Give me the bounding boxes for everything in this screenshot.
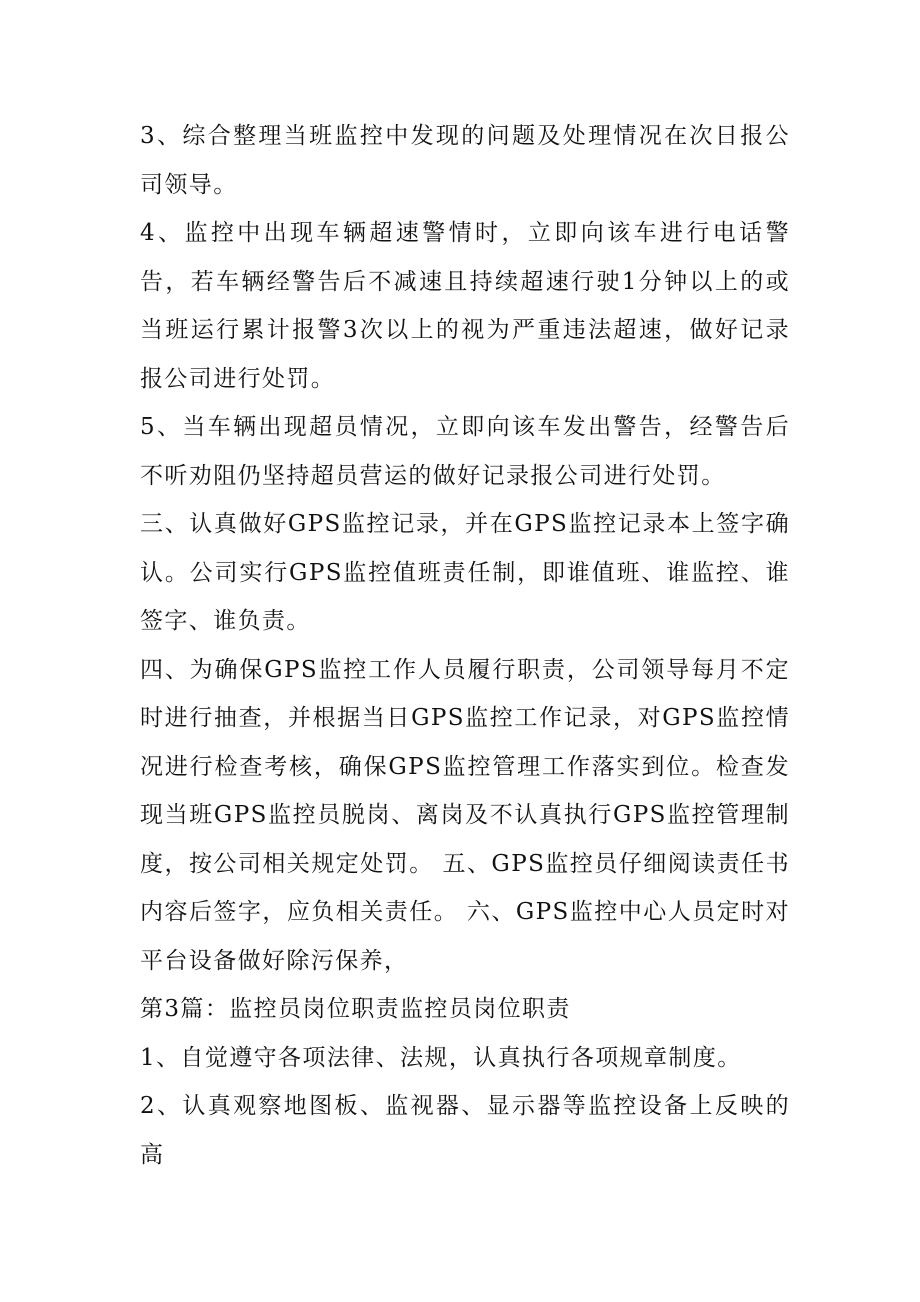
paragraph-item-5: 5、当车辆出现超员情况，立即向该车发出警告，经警告后不听劝阻仍坚持超员营运的做好记录报公司进行处罚。 [140,414,790,489]
document-body [140,112,790,1179]
paragraph-item-3: 3、综合整理当班监控中发现的问题及处理情况在次日报公司领导。 [140,123,790,198]
paragraph-item-4: 4、监控中出现车辆超速警情时，立即向该车进行电话警告，若车辆经警告后不减速且持续超速行驶1分钟以上的或当班运行累计报警3次以上的视为严重违法超速，做好记录报公司进行处罚。 [140,220,790,392]
paragraph-section-three: 三、认真做好GPS监控记录，并在GPS监控记录本上签字确认。公司实行GPS监控值班责任制，即谁值班、谁监控、谁签字、谁负责。 [140,511,790,634]
paragraph-duty-1: 1、自觉遵守各项法律、法规，认真执行各项规章制度。 [140,1044,742,1071]
chapter-heading: 第3篇：监控员岗位职责监控员岗位职责 [140,996,571,1022]
paragraph-section-four: 四、为确保GPS监控工作人员履行职责，公司领导每月不定时进行抽查，并根据当日GPS监控工作记录，对GPS监控情况进行检查考核，确保GPS监控管理工作落实到位。检查发现当班GPS监控员脱岗、离岗及不认真执行GPS监控管理制度，按公司相关规定处罚。 五、GPS监控员仔细阅读责任书内容后签字，应负相关责任。 六、GPS监控中心人员定时对平台设备做好除污保养， [140,656,790,974]
paragraph-duty-2: 2、认真观察地图板、监视器、显示器等监控设备上反映的高 [140,1093,790,1168]
